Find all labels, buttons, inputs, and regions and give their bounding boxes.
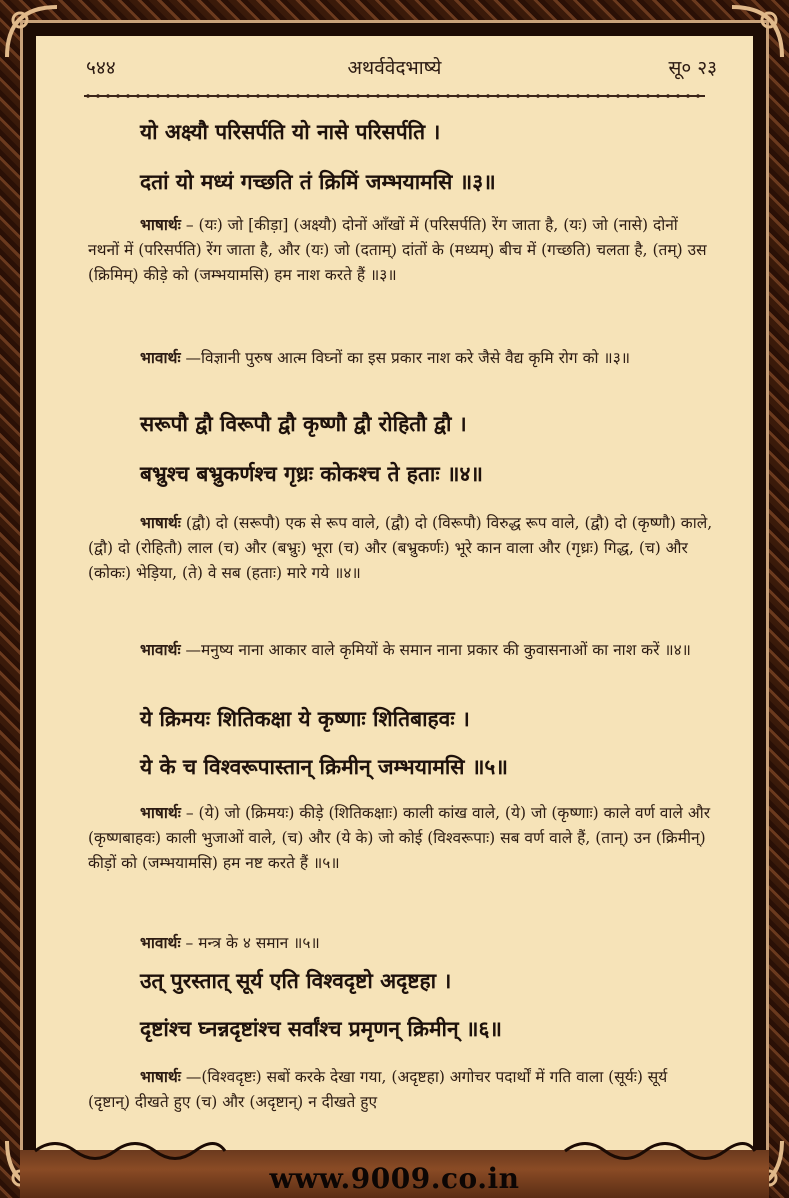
bhashartha-text: —(विश्वदृष्टः) सबों करके देखा गया, (अदृष्टहा) अगोचर पदार्थों में गति वाला (सूर्यः) सूर्य (दृष्टान्) दीखते हुए (च) और (अदृष्टान्) न दीखते हुए [88,1068,668,1111]
website-watermark: www.9009.co.in [269,1162,520,1195]
book-title: अथर्ववेदभाष्ये [347,57,442,79]
mantra-6-line-2: दृष्टांश्च घ्नन्नदृष्टांश्च सर्वांश्च प्रमृणन् क्रिमीन् ॥६॥ [140,1016,502,1041]
mantra-3-line-1: यो अक्ष्यौ परिसर्पति यो नासे परिसर्पति । [140,119,441,144]
page-number: ५४४ [86,57,116,79]
bhavartha-text: —मनुष्य नाना आकार वाले कृमियों के समान नाना प्रकार की कुवासनाओं का नाश करें ॥४॥ [185,641,691,659]
bhavartha-label: भावार्थः [140,933,181,952]
mantra-5-bhashartha [88,800,713,876]
mantra-4-bhavartha [88,637,713,663]
bhashartha-label: भाषार्थः [140,803,181,822]
mantra-3-bhavartha [88,345,713,371]
bhashartha-label: भाषार्थः [140,513,181,532]
bhashartha-text: – (ये) जो (क्रिमयः) कीड़े (शितिकक्षाः) काली कांख वाले, (ये) जो (कृष्णाः) काले वर्ण वाले और (कृष्णबाहवः) काली भुजाओं वाले, (च) और (ये के) जो कोई (विश्वरूपाः) सब वर्ण वाले हैं, (तान्) उन (क्रिमीन्) कीड़ों को (जम्भयामसि) हम नष्ट करते हैं ॥५॥ [88,804,711,872]
bhashartha-text: – (यः) जो [कीड़ा] (अक्ष्यौ) दोनों आँखों में (परिसर्पति) रेंग जाता है, (यः) जो (नासे) दोनों नथनों में (परिसर्पति) रेंग जाता है, और (यः) जो (दताम्) दांतों के (मध्यम्) बीच में (गच्छति) चलता है, (तम्) उस (क्रिमिम्) कीड़े को (जम्भयामसि) हम नाश करते हैं ॥३॥ [88,216,707,284]
bhavartha-label: भावार्थः [140,640,181,659]
bhashartha-label: भाषार्थः [140,1067,181,1086]
mantra-4-line-2: बभ्रुश्च बभ्रुकर्णश्च गृध्रः कोकश्च ते हताः ॥४॥ [140,461,483,486]
page-header [72,48,717,82]
mantra-5-line-1: ये क्रिमयः शितिकक्षा ये कृष्णाः शितिबाहवः । [140,706,470,731]
bhavartha-text: —विज्ञानी पुरुष आत्म विघ्नों का इस प्रकार नाश करे जैसे वैद्य कृमि रोग को ॥३॥ [185,349,631,367]
bhashartha-text: (द्वौ) दो (सरूपौ) एक से रूप वाले, (द्वौ) दो (विरूपौ) विरुद्ध रूप वाले, (द्वौ) दो (कृष्णौ) काले, (द्वौ) दो (रोहितौ) लाल (च) और (बभ्रुः) भूरा (च) और (बभ्रुकर्णः) भूरे कान वाला और (गृध्रः) गिद्ध, (च) और (कोकः) भेड़िया, (ते) वे सब (हताः) मारे गये ॥४॥ [88,514,713,582]
mantra-3-line-2: दतां यो मध्यं गच्छति तं क्रिमिं जम्भयामसि ॥३॥ [140,169,496,194]
mantra-6-line-1: उत् पुरस्तात् सूर्य एति विश्वदृष्टो अदृष्टहा । [140,968,452,993]
sukta-label: सू० २३ [668,57,717,79]
mantra-4-bhashartha [88,510,713,586]
bhashartha-label: भाषार्थः [140,215,181,234]
mantra-5-line-2: ये के च विश्वरूपास्तान् क्रिमीन् जम्भयामसि ॥५॥ [140,754,508,779]
bhavartha-text: – मन्त्र के ४ समान ॥५॥ [185,934,320,952]
mantra-3-bhashartha [88,212,713,288]
mantra-5-bhavartha [88,930,713,956]
mantra-6-bhashartha [88,1064,713,1115]
header-divider [84,92,705,100]
bhavartha-label: भावार्थः [140,348,181,367]
mantra-4-line-1: सरूपौ द्वौ विरूपौ द्वौ कृष्णौ द्वौ रोहितौ द्वौ । [140,411,467,436]
